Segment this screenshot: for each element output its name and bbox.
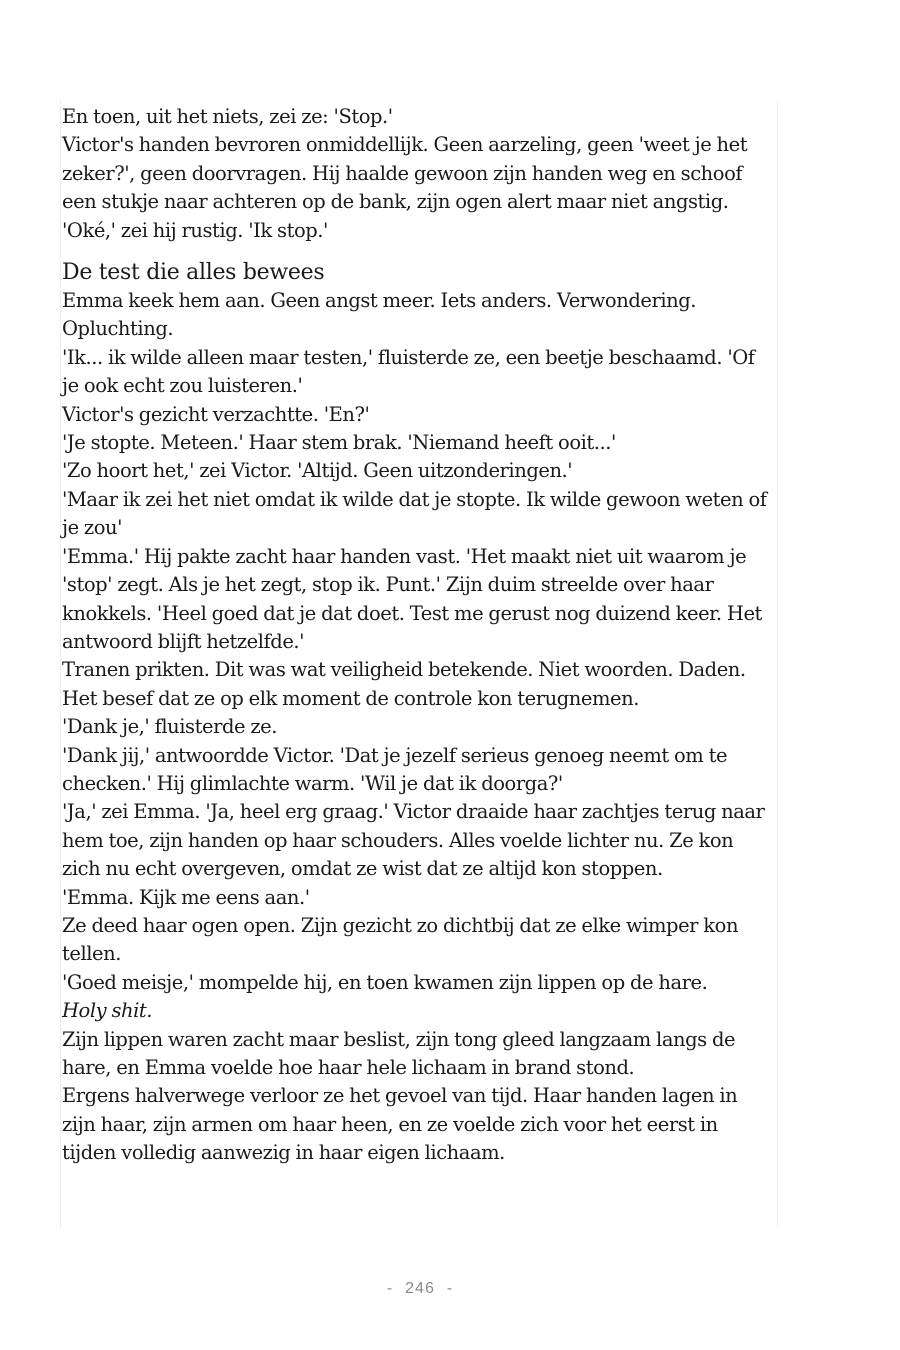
italic-line: Holy shit.: [62, 999, 153, 1023]
paragraph: Victor's gezicht verzachtte. 'En?': [62, 402, 370, 426]
paragraph: 'Dank je,' fluisterde ze.: [62, 715, 277, 739]
paragraph: 'Maar ik zei het niet omdat ik wilde dat je stopte. Ik wilde gewoon weten of je zou': [62, 487, 767, 540]
paragraph: 'Oké,' zei hij rustig. 'Ik stop.': [62, 218, 328, 242]
paragraph: Tranen prikten. Dit was wat veiligheid betekende. Niet woorden. Daden. Het besef dat ze op elk moment de controle kon terugnemen.: [62, 658, 746, 710]
paragraph: 'Zo hoort het,' zei Victor. 'Altijd. Geen uitzonderingen.': [62, 459, 573, 483]
paragraph: Ergens halverwege verloor ze het gevoel van tijd. Haar handen lagen in zijn haar, zijn armen om haar heen, en ze voelde zich voor het eerst in tijden volledig aanwezig in haar eigen lichaam.: [62, 1084, 738, 1165]
section-heading: De test die alles bewees: [62, 260, 325, 286]
page-number-dash-left: -: [386, 1280, 394, 1297]
page-number: [0, 1280, 840, 1298]
paragraph: Zijn lippen waren zacht maar beslist, zijn tong gleed langzaam langs de hare, en Emma voelde hoe haar hele lichaam in brand stond.: [62, 1027, 736, 1079]
page-number-value: 246: [405, 1280, 435, 1297]
paragraph: 'Je stopte. Meteen.' Haar stem brak. 'Niemand heeft ooit...': [62, 431, 616, 455]
paragraph: 'Dank jij,' antwoordde Victor. 'Dat je jezelf serieus genoeg neemt om te checken.' Hij glimlachte warm. 'Wil je dat ik doorga?': [62, 743, 728, 795]
paragraph: 'Emma. Kijk me eens aan.': [62, 885, 310, 909]
paragraph: Ze deed haar ogen open. Zijn gezicht zo dichtbij dat ze elke wimper kon tellen.: [62, 913, 739, 966]
paragraph: Emma keek hem aan. Geen angst meer. Iets anders. Verwondering. Opluchting.: [62, 289, 696, 341]
page-number-dash-right: -: [446, 1280, 454, 1297]
paragraph: 'Ik... ik wilde alleen maar testen,' fluisterde ze, een beetje beschaamd. 'Of je ook echt zou luisteren.': [62, 345, 755, 398]
paragraph: 'Emma.' Hij pakte zacht haar handen vast. 'Het maakt niet uit waarom je 'stop' zegt. Als je het zegt, stop ik. Punt.' Zijn duim streelde over haar knokkels. 'Heel goed dat je dat doet. Test me gerust nog duizend keer. Het antwoord blijft hetzelfde.': [62, 544, 762, 653]
paragraph: 'Goed meisje,' mompelde hij, en toen kwamen zijn lippen op de hare.: [62, 970, 708, 994]
paragraph: 'Ja,' zei Emma. 'Ja, heel erg graag.' Victor draaide haar zachtjes terug naar hem toe, zijn handen op haar schouders. Alles voelde lichter nu. Ze kon zich nu echt overgeven, omdat ze wist dat ze altijd kon stoppen.: [62, 800, 765, 881]
paragraph: En toen, uit het niets, zei ze: 'Stop.': [62, 105, 393, 128]
text-column: [62, 103, 774, 1168]
paragraph: Victor's handen bevroren onmiddellijk. Geen aarzeling, geen 'weet je het zeker?', geen doorvragen. Hij haalde gewoon zijn handen weg en schoof een stukje naar achteren op de bank, zijn ogen alert maar niet angstig.: [62, 133, 748, 214]
